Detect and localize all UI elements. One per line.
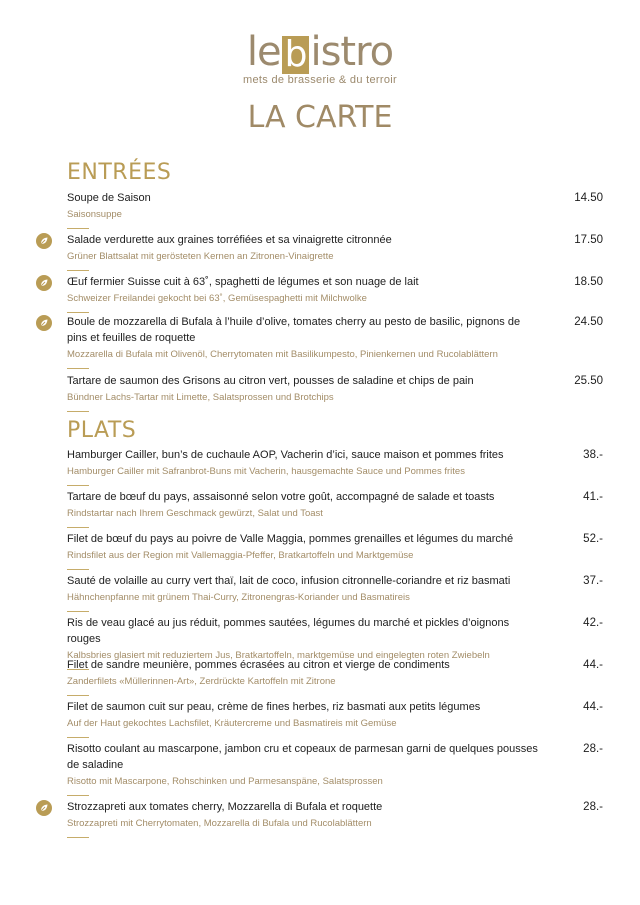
logo-wordmark xyxy=(247,30,393,74)
dish-name-de: Rindstartar nach Ihrem Geschmack gewürzt, Salat und Toast xyxy=(67,508,323,519)
dish-price: 25.50 xyxy=(574,375,603,387)
item-divider xyxy=(67,837,89,838)
item-divider xyxy=(67,795,89,796)
dish-name-fr: Filet de saumon cuit sur peau, crème de fines herbes, riz basmati aux petits légumes xyxy=(67,701,481,713)
dish-price: 24.50 xyxy=(574,316,603,328)
logo xyxy=(0,30,640,86)
dish-price: 28.- xyxy=(583,743,603,755)
logo-word-right: istro xyxy=(310,29,394,75)
item-divider xyxy=(67,312,89,313)
dish-name-fr: Boule de mozzarella di Bufala à l’huile d’olive, tomates cherry au pesto de basilic, pignons de pins et feuilles de roquette xyxy=(67,316,521,344)
section-title: PLATS xyxy=(67,418,137,443)
dish-name-de: Kalbsbries glasiert mit reduziertem Jus, Bratkartoffeln, marktgemüse und eingelegten roten Zwiebeln xyxy=(67,650,490,661)
dish-price: 14.50 xyxy=(574,192,603,204)
item-divider xyxy=(67,737,89,738)
dish-name-de: Hähnchenpfanne mit grünem Thai-Curry, Zitronengras-Koriander und Basmatireis xyxy=(67,592,410,603)
dish-name-de: Strozzapreti mit Cherrytomaten, Mozzarella di Bufala und Rucolablättern xyxy=(67,818,372,829)
menu-item xyxy=(67,489,603,528)
dish-name-de: Zanderfilets «Müllerinnen-Art», Zerdrückte Kartoffeln mit Zitrone xyxy=(67,676,336,687)
dish-name-fr: Ris de veau glacé au jus réduit, pommes sautées, légumes du marché et pickles d’oignons rouges xyxy=(67,617,510,645)
dish-name-de: Risotto mit Mascarpone, Rohschinken und Parmesanspäne, Salatsprossen xyxy=(67,776,383,787)
menu-item xyxy=(67,190,603,229)
dish-name-fr: Œuf fermier Suisse cuit à 63˚, spaghetti de légumes et son nuage de lait xyxy=(67,276,419,288)
dish-name-fr: Tartare de bœuf du pays, assaisonné selon votre goût, accompagné de salade et toasts xyxy=(67,491,495,503)
item-divider xyxy=(67,569,89,570)
dish-price: 42.- xyxy=(583,617,603,629)
logo-word-left: le xyxy=(246,29,281,75)
page-title: LA CARTE xyxy=(247,100,393,135)
dish-price: 52.- xyxy=(583,533,603,545)
menu-item xyxy=(67,657,603,696)
dish-name-fr: Hamburger Cailler, bun’s de cuchaule AOP, Vacherin d’ici, sauce maison et pommes frites xyxy=(67,449,504,461)
dish-price: 37.- xyxy=(583,575,603,587)
dish-name-de: Mozzarella di Bufala mit Olivenöl, Cherrytomaten mit Basilikumpesto, Pinienkernen und Rucolablättern xyxy=(67,349,498,360)
dish-name-de: Hamburger Cailler mit Safranbrot-Buns mit Vacherin, hausgemachte Sauce und Pommes frites xyxy=(67,466,465,477)
item-divider xyxy=(67,411,89,412)
dish-price: 44.- xyxy=(583,701,603,713)
dish-price: 38.- xyxy=(583,449,603,461)
menu-item xyxy=(67,531,603,570)
item-divider xyxy=(67,485,89,486)
dish-price: 28.- xyxy=(583,801,603,813)
dish-name-fr: Filet de sandre meunière, pommes écrasées au citron et vierge de condiments xyxy=(67,659,450,671)
leaf-icon xyxy=(36,800,52,816)
dish-price: 17.50 xyxy=(574,234,603,246)
dish-name-fr: Tartare de saumon des Grisons au citron vert, pousses de saladine et chips de pain xyxy=(67,375,474,387)
section-title: ENTRÉES xyxy=(67,160,172,185)
menu-item xyxy=(67,373,603,412)
item-divider xyxy=(67,611,89,612)
dish-name-fr: Salade verdurette aux graines torréfiées et sa vinaigrette citronnée xyxy=(67,234,392,246)
dish-name-de: Grüner Blattsalat mit gerösteten Kernen an Zitronen-Vinaigrette xyxy=(67,251,334,262)
item-divider xyxy=(67,270,89,271)
menu-item xyxy=(67,274,603,313)
dish-price: 18.50 xyxy=(574,276,603,288)
menu-item xyxy=(67,573,603,612)
menu-item xyxy=(67,314,603,369)
item-divider xyxy=(67,228,89,229)
dish-name-de: Schweizer Freilandei gekocht bei 63˚, Gemüsespaghetti mit Milchwolke xyxy=(67,293,367,304)
menu-item xyxy=(67,447,603,486)
logo-word-box: b xyxy=(282,36,310,74)
dish-name-fr: Soupe de Saison xyxy=(67,192,151,204)
item-divider xyxy=(67,695,89,696)
leaf-icon xyxy=(36,315,52,331)
menu-item xyxy=(67,232,603,271)
item-divider xyxy=(67,368,89,369)
dish-name-de: Saisonsuppe xyxy=(67,209,122,220)
dish-price: 41.- xyxy=(583,491,603,503)
item-divider xyxy=(67,527,89,528)
menu-item xyxy=(67,699,603,738)
menu-item xyxy=(67,799,603,838)
dish-price: 44.- xyxy=(583,659,603,671)
leaf-icon xyxy=(36,275,52,291)
dish-name-de: Bündner Lachs-Tartar mit Limette, Salatsprossen und Brotchips xyxy=(67,392,334,403)
dish-name-de: Rindsfilet aus der Region mit Vallemaggia-Pfeffer, Bratkartoffeln und Marktgemüse xyxy=(67,550,414,561)
dish-name-fr: Sauté de volaille au curry vert thaï, lait de coco, infusion citronnelle-coriandre et riz basmati xyxy=(67,575,511,587)
leaf-icon xyxy=(36,233,52,249)
dish-name-fr: Risotto coulant au mascarpone, jambon cru et copeaux de parmesan garni de quelques pousses de saladine xyxy=(67,743,538,771)
menu-item xyxy=(67,741,603,796)
dish-name-fr: Strozzapreti aux tomates cherry, Mozzarella di Bufala et roquette xyxy=(67,801,383,813)
dish-name-fr: Filet de bœuf du pays au poivre de Valle Maggia, pommes grenailles et légumes du marché xyxy=(67,533,514,545)
dish-name-de: Auf der Haut gekochtes Lachsfilet, Kräutercreme und Basmatireis mit Gemüse xyxy=(67,718,397,729)
logo-tagline: mets de brasserie & du terroir xyxy=(243,74,397,86)
